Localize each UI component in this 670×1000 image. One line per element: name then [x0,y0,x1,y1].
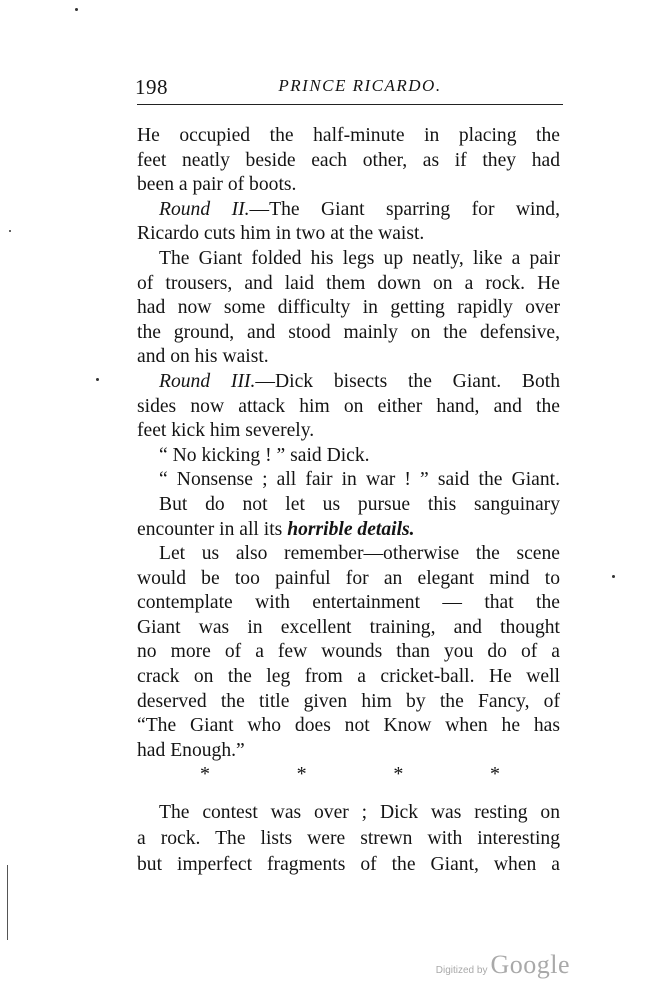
text-line [137,826,560,852]
text-line-content: —Dick bisects the Giant. Both [255,370,560,392]
text-line-content: crack on the leg from a cricket-ball. He well [137,666,560,688]
text-line-content: —The Giant sparring for wind, [249,198,560,220]
text-line [137,542,560,567]
text-line [137,665,560,690]
digitized-watermark [436,950,570,980]
watermark-prefix: Digitized by [435,965,488,976]
dialogue-line: “ No kicking ! ” said Dick. [159,444,370,466]
text-line-content: feet neatly beside each other, as if they had [137,149,560,171]
text-line [137,800,560,826]
text-line-content: He occupied the half-minute in placing the [137,125,560,146]
text-line-content: would be too painful for an elegant mind to [137,567,560,589]
text-line [137,395,560,420]
text-line [137,173,560,198]
text-line [137,591,560,616]
text-line-content: the ground, and stood mainly on the defensive, [137,321,560,343]
text-line [137,222,560,247]
separator-star: * [393,763,404,785]
page-speck [96,378,99,381]
text-line-content: contemplate with entertainment — that the [137,592,560,614]
text-line [137,640,560,665]
text-line [137,419,560,444]
separator-star: * [296,763,307,785]
separator-star: * [200,763,210,785]
text-line [137,468,560,493]
text-line [137,247,560,272]
text-line [137,714,560,739]
text-line [137,345,560,370]
text-line-content: no more of a few wounds than you do of a [137,641,560,663]
closing-text [137,800,560,878]
text-line-content: been a pair of boots. [137,174,297,196]
body-text [137,124,560,763]
text-line-content: The contest was over ; Dick was resting on [159,802,560,823]
round-heading: Round III. [159,370,256,392]
header-rule [137,104,563,105]
page-speck [75,8,78,11]
page-number: 198 [135,75,168,99]
text-line-content: had now some difficulty in getting rapidly over [137,297,560,319]
text-line-content: encounter in all its [137,518,283,540]
separator-star: * [489,763,500,785]
text-line-content: feet kick him severely. [137,420,315,442]
text-line [137,616,560,641]
text-line-content: a rock. The lists were strewn with interesting [137,828,560,849]
text-line-content: Let us also remember—otherwise the scene [159,543,560,565]
text-line [137,296,560,321]
text-line-content: Ricardo cuts him in two at the waist. [137,223,425,245]
text-line [137,518,560,543]
text-line [137,124,560,149]
page-speck [612,575,615,578]
text-line-content: and on his waist. [137,346,269,368]
text-line-content: The Giant folded his legs up neatly, like a pair [159,247,560,269]
text-line [137,198,560,223]
margin-line [7,865,8,940]
text-line [137,444,560,469]
running-head: PRINCE RICARDO. [278,76,442,95]
text-line [137,493,560,518]
text-line-content: of trousers, and laid them down on a rock. He [137,272,560,294]
section-separator [200,763,500,786]
text-line [137,739,560,764]
text-line [137,370,560,395]
text-line-content: “The Giant who does not Know when he has [137,715,560,737]
text-line [137,272,560,297]
text-line [137,852,560,878]
text-line-content: had Enough.” [137,739,245,761]
text-line [137,321,560,346]
text-line [137,567,560,592]
google-logo: Google [490,950,570,979]
text-line [137,149,560,174]
page-speck [9,230,11,232]
text-line-content: sides now attack him on either hand, and the [137,395,560,417]
dialogue-line: “ Nonsense ; all fair in war ! ” said the Giant. [159,469,560,491]
text-line-content: deserved the title given him by the Fancy, of [137,690,560,712]
italic-phrase: horrible details. [287,518,415,540]
round-heading: Round II. [159,198,250,220]
text-line-content: but imperfect fragments of the Giant, when a [137,854,560,875]
text-line-content: But do not let us pursue this sanguinary [159,493,560,515]
text-line-content: Giant was in excellent training, and thought [137,616,560,638]
text-line [137,690,560,715]
